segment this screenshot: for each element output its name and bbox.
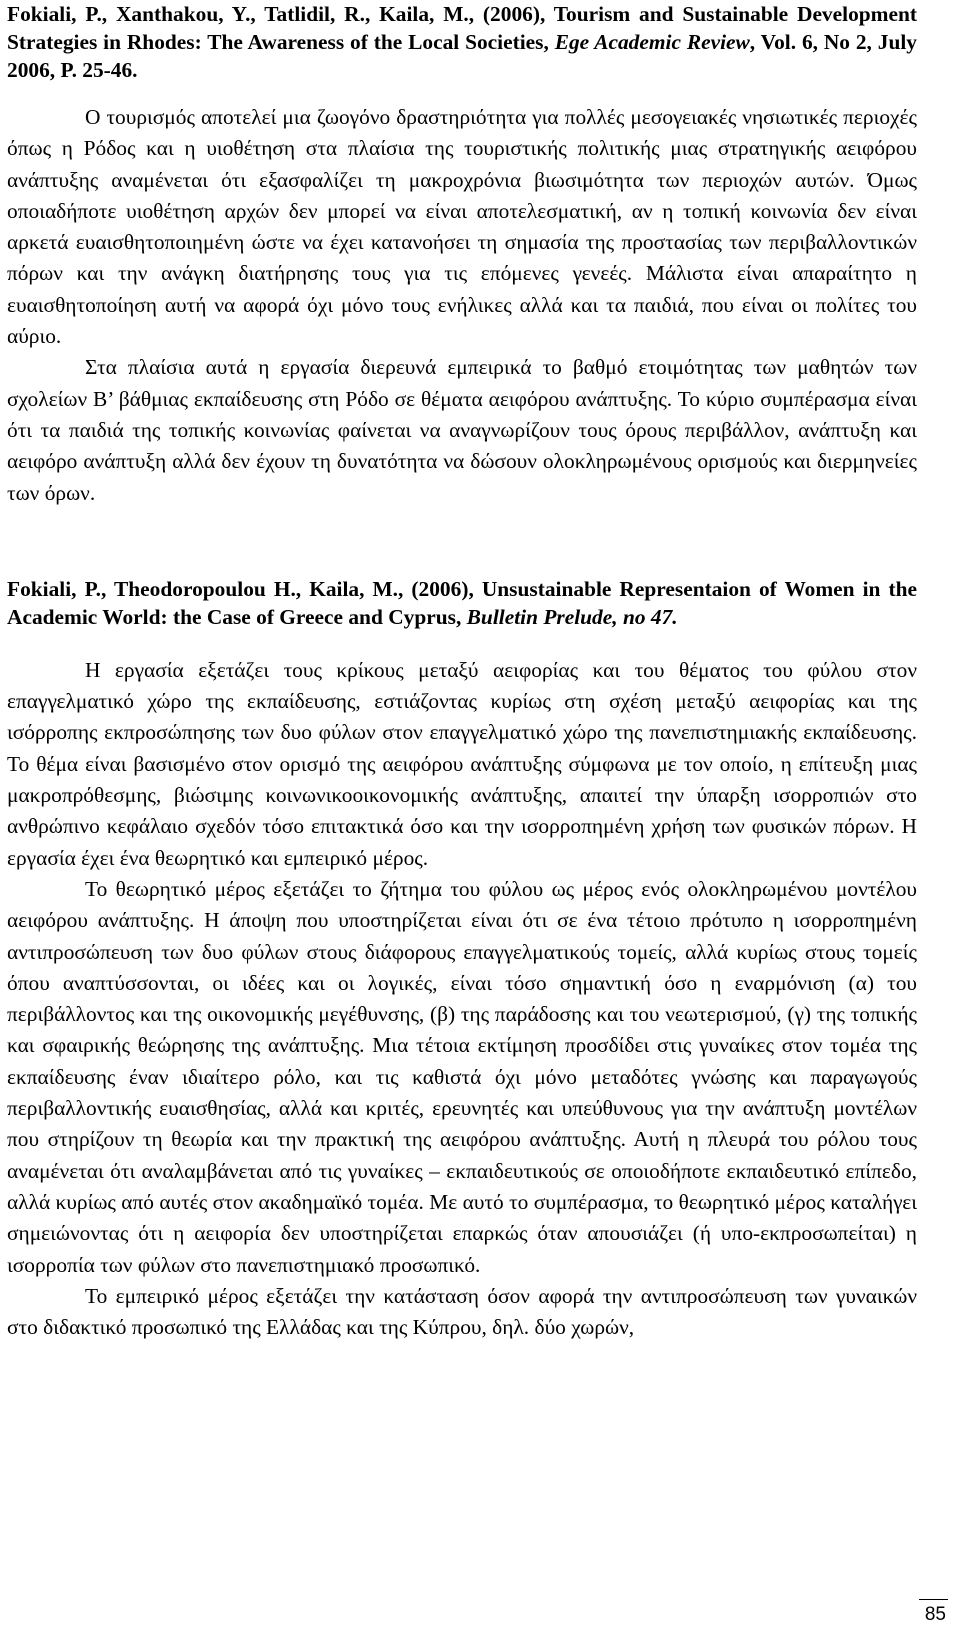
- page-number: 85: [919, 1599, 948, 1626]
- journal-name: Bulletin Prelude, no 47.: [466, 604, 678, 629]
- document-page: [7, 0, 917, 1343]
- citation-main: Fokiali, P., Xanthakou, Y., Tatlidil, R., Kaila, M., (2006), Tourism and Sustainable Development Strategies in Rhodes: The Awareness of the Local Societies,: [7, 2, 917, 54]
- abstract-paragraph: Το θεωρητικό μέρος εξετάζει το ζήτημα του φύλου ως μέρος ενός ολοκληρωμένου μοντέλου αειφόρου ανάπτυξης. Η άποψη που υποστηρίζεται είναι ότι σε ένα τέτοιο πρότυπο η ισορροπημένη αντιπροσώπευση των δυο φύλων στους διάφορους επαγγελματικούς τομείς, αλλά κυρίως στους τομείς όπου αναπτύσσονται, οι ιδέες και οι λογικές, είναι τόσο σημαντική όσο η εναρμόνιση (α) του περιβάλλοντος και της οικονομικής μεγέθυνσης, (β) της παράδοσης και του νεωτερισμού, (γ) της τοπικής και σφαιρικής θεώρησης της ανάπτυξης. Μια τέτοια εκτίμηση προσδίδει στις γυναίκες στον τομέα της εκπαίδευσης έναν ιδιαίτερο ρόλο, και τις καθιστά όχι μόνο μεταδότες γνώσης και παραγωγούς περιβαλλοντικής ευαισθησίας, αλλά και κριτές, ερευνητές και υπεύθυνους για την ανάπτυξη μοντέλων που στηρίζουν τη θεωρία και την πρακτική της αειφόρου ανάπτυξης. Αυτή η πλευρά του ρόλου τους αναμένεται ότι αναλαμβάνεται από τις γυναίκες – εκπαιδευτικούς σε οποιοδήποτε εκπαιδευτικό επίπεδο, αλλά κυρίως από αυτές στον ακαδημαϊκό τομέα. Με αυτό το συμπέρασμα, το θεωρητικό μέρος καταλήγει σημειώνοντας ότι η αειφορία δεν υποστηρίζεται επαρκώς όταν απουσιάζει (ή υπο-εκπροσωπείται) η ισορροπία των φύλων στο πανεπιστημιακό προσωπικό.: [7, 876, 917, 1277]
- abstract: [7, 102, 917, 509]
- citation-main: Fokiali, P., Theodoropoulou H., Kaila, M., (2006), Unsustainable Representaion of Women in the Academic World: the Case of Greece and Cyprus,: [7, 576, 917, 629]
- reference-citation: [7, 0, 917, 84]
- journal-name: Ege Academic Review: [554, 30, 750, 54]
- reference-citation: [7, 575, 917, 631]
- abstract-paragraph: Η εργασία εξετάζει τους κρίκους μεταξύ αειφορίας και του θέματος του φύλου στον επαγγελματικό χώρο της εκπαίδευσης, εστιάζοντας κυρίως στη σχέση μεταξύ αειφορίας και της ισόρροπης εκπροσώπησης των δυο φύλων στον επαγγελματικό χώρο της πανεπιστημιακής εκπαίδευσης. Το θέμα είναι βασισμένο στον ορισμό της αειφόρου ανάπτυξης σύμφωνα με τον οποίο, η επίτευξη μιας μακροπρόθεσμης, βιώσιμης κοινωνικοοικονομικής ανάπτυξης, απαιτεί την ύπαρξη ισορροπιών στο ανθρώπινο κεφάλαιο σχεδόν τόσο επιτακτικά όσο και την ισορροπημένη χρήση των φυσικών πόρων. Η εργασία έχει ένα θεωρητικό και εμπειρικό μέρος.: [7, 657, 917, 870]
- abstract-paragraph: Ο τουρισμός αποτελεί μια ζωογόνο δραστηριότητα για πολλές μεσογειακές νησιωτικές περιοχές όπως η Ρόδος και η υιοθέτηση στα πλαίσια της τουριστικής πολιτικής μιας στρατηγικής αειφόρου ανάπτυξης αναμένεται ότι εξασφαλίζει τη μακροχρόνια βιωσιμότητα των περιοχών αυτών. Όμως οποιαδήποτε υιοθέτηση αρχών δεν μπορεί να είναι αποτελεσματική, αν η τοπική κοινωνία δεν είναι αρκετά ευαισθητοποιημένη ώστε να έχει κατανοήσει τη σημασία της προστασίας των περιβαλλοντικών πόρων και την ανάγκη διατήρησης τους για τις επόμενες γενεές. Μάλιστα είναι απαραίτητο η ευαισθητοποίηση αυτή να αφορά όχι μόνο τους ενήλικες αλλά και τα παιδιά, που είναι οι πολίτες του αύριο.: [7, 105, 917, 349]
- abstract-paragraph: Στα πλαίσια αυτά η εργασία διερευνά εμπειρικά το βαθμό ετοιμότητας των μαθητών των σχολείων Β’ βάθμιας εκπαίδευσης στη Ρόδο σε θέματα αειφόρου ανάπτυξης. Το κύριο συμπέρασμα είναι ότι τα παιδιά της τοπικής κοινωνίας φαίνεται να αναγνωρίζουν τους όρους περιβάλλον, ανάπτυξη και αειφόρο ανάπτυξη αλλά δεν έχουν τη δυνατότητα να δώσουν ολοκληρωμένους ορισμούς και διερμηνείες των όρων.: [7, 355, 917, 505]
- abstract: [7, 655, 917, 1344]
- abstract-paragraph: Το εμπειρικό μέρος εξετάζει την κατάσταση όσον αφορά την αντιπροσώπευση των γυναικών στο διδακτικό προσωπικό της Ελλάδας και της Κύπρου, δηλ. δύο χωρών,: [7, 1283, 917, 1340]
- citation-tail: , Vol. 6, No 2, July 2006, P. 25-46.: [7, 30, 917, 82]
